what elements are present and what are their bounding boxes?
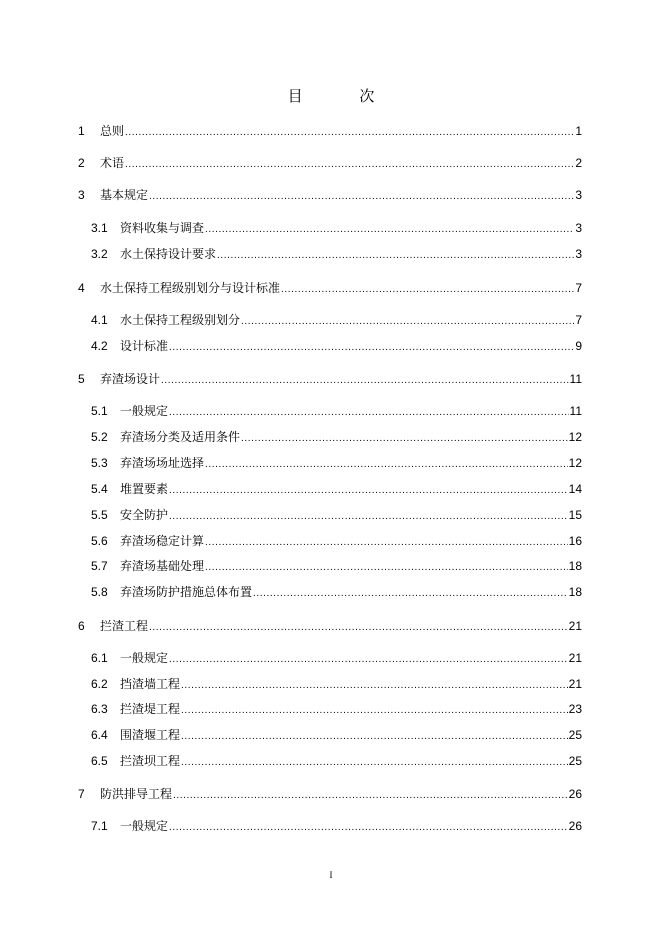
toc-entry-page: 18 [568, 559, 582, 573]
toc-entry-5-8[interactable] [0, 583, 662, 601]
toc-entry-5-2[interactable] [0, 428, 662, 446]
dot-leader [149, 619, 568, 637]
toc-entry-number: 7.1 [91, 819, 108, 833]
toc-entry-title: 基本规定 [100, 188, 149, 202]
toc-entry-title: 安全防护 [120, 508, 169, 522]
toc-entry-title: 一般规定 [120, 404, 169, 418]
toc-entry-4-1[interactable] [0, 311, 662, 329]
toc-entry-number: 6.1 [91, 651, 108, 665]
dot-leader [205, 456, 568, 474]
toc-entry-page: 25 [568, 754, 582, 768]
toc-entry-page: 9 [575, 339, 582, 353]
toc-entry-number: 1 [78, 124, 85, 138]
dot-leader [169, 404, 569, 422]
toc-entry-number: 5.8 [91, 585, 108, 599]
toc-entry-title: 弃渣场稳定计算 [120, 534, 205, 548]
toc-entry-page: 2 [575, 156, 582, 170]
toc-entry-3-2[interactable] [0, 245, 662, 263]
toc-entry-number: 5.7 [91, 559, 108, 573]
toc-entry-6-5[interactable] [0, 752, 662, 770]
toc-entry-title: 拦渣坝工程 [120, 754, 181, 768]
toc-entry-page: 11 [569, 372, 582, 386]
toc-entry-title: 水土保持设计要求 [120, 247, 217, 261]
toc-entry-number: 3.2 [91, 247, 108, 261]
toc-entry-number: 6 [78, 619, 85, 633]
dot-leader [169, 651, 568, 669]
toc-entry-page: 26 [568, 787, 582, 801]
toc-entry-3-1[interactable] [0, 219, 662, 237]
toc-entry-5[interactable] [0, 370, 662, 388]
dot-leader [161, 372, 569, 390]
toc-entry-number: 5.5 [91, 508, 108, 522]
toc-entry-5-6[interactable] [0, 532, 662, 550]
toc-entry-page: 18 [568, 585, 582, 599]
toc-entry-5-4[interactable] [0, 480, 662, 498]
toc-entry-page: 12 [568, 430, 582, 444]
toc-entry-2[interactable] [0, 154, 662, 172]
toc-entry-number: 5.3 [91, 456, 108, 470]
toc-entry-title: 堆置要素 [120, 482, 169, 496]
dot-leader [169, 482, 568, 500]
toc-entry-page: 7 [575, 281, 582, 295]
toc-entry-title: 拦渣工程 [100, 619, 149, 633]
dot-leader [181, 677, 568, 695]
dot-leader [173, 787, 568, 805]
toc-entry-title: 一般规定 [120, 651, 169, 665]
dot-leader [169, 339, 574, 357]
toc-entry-1[interactable] [0, 122, 662, 140]
dot-leader [125, 124, 574, 142]
dot-leader [205, 534, 568, 552]
toc-entry-6-4[interactable] [0, 726, 662, 744]
toc-entry-4[interactable] [0, 279, 662, 297]
toc-entry-title: 围渣堰工程 [120, 728, 181, 742]
toc-entry-page: 14 [568, 482, 582, 496]
toc-entry-page: 23 [568, 702, 582, 716]
toc-entry-page: 3 [575, 221, 582, 235]
toc-entry-page: 11 [569, 404, 582, 418]
toc-entry-5-3[interactable] [0, 454, 662, 472]
toc-entry-title: 弃渣场设计 [100, 372, 161, 386]
toc-entry-page: 3 [575, 188, 582, 202]
toc-entry-6-1[interactable] [0, 649, 662, 667]
toc-entry-title: 防洪排导工程 [100, 787, 173, 801]
toc-entry-title: 术语 [100, 156, 125, 170]
dot-leader [125, 156, 574, 174]
toc-entry-number: 5 [78, 372, 85, 386]
toc-entry-title: 总则 [100, 124, 125, 138]
toc-entry-title: 弃渣场防护措施总体布置 [120, 585, 253, 599]
toc-entry-number: 3.1 [91, 221, 108, 235]
toc-entry-page: 26 [568, 819, 582, 833]
toc-entry-5-1[interactable] [0, 402, 662, 420]
toc-entry-number: 5.6 [91, 534, 108, 548]
toc-entry-title: 设计标准 [120, 339, 169, 353]
toc-entry-title: 资料收集与调查 [120, 221, 205, 235]
toc-entry-title: 水土保持工程级别划分与设计标准 [100, 281, 281, 295]
toc-entry-number: 5.4 [91, 482, 108, 496]
toc-entry-title: 弃渣场分类及适用条件 [120, 430, 241, 444]
toc-entry-7-1[interactable] [0, 817, 662, 835]
toc-entry-number: 6.4 [91, 728, 108, 742]
toc-entry-5-7[interactable] [0, 557, 662, 575]
toc-entry-title: 弃渣场基础处理 [120, 559, 205, 573]
page-title: 目 次 [287, 87, 401, 105]
toc-entry-page: 25 [568, 728, 582, 742]
toc-entry-page: 15 [568, 508, 582, 522]
dot-leader [169, 819, 568, 837]
toc-entry-number: 6.2 [91, 677, 108, 691]
toc-entry-5-5[interactable] [0, 506, 662, 524]
toc-entry-title: 挡渣墙工程 [120, 677, 181, 691]
toc-entry-title: 水土保持工程级别划分 [120, 313, 241, 327]
toc-entry-page: 3 [575, 247, 582, 261]
toc-entry-title: 一般规定 [120, 819, 169, 833]
dot-leader [181, 728, 568, 746]
toc-entry-6-3[interactable] [0, 700, 662, 718]
toc-entry-page: 21 [568, 619, 582, 633]
toc-entry-number: 6.5 [91, 754, 108, 768]
toc-entry-title: 弃渣场场址选择 [120, 456, 205, 470]
toc-entry-number: 5.1 [91, 404, 108, 418]
page-number: I [329, 870, 333, 880]
dot-leader [205, 221, 574, 239]
toc-entry-title: 拦渣堤工程 [120, 702, 181, 716]
toc-entry-number: 2 [78, 156, 85, 170]
dot-leader [181, 702, 568, 720]
toc-entry-6[interactable] [0, 617, 662, 635]
toc-entry-number: 3 [78, 188, 85, 202]
toc-entry-number: 7 [78, 787, 85, 801]
dot-leader [241, 313, 574, 331]
dot-leader [281, 281, 574, 299]
dot-leader [241, 430, 568, 448]
toc-entry-number: 5.2 [91, 430, 108, 444]
toc-entry-page: 7 [575, 313, 582, 327]
dot-leader [253, 585, 568, 603]
toc-entry-number: 4 [78, 281, 85, 295]
toc-entry-number: 4.2 [91, 339, 108, 353]
toc-entry-7[interactable] [0, 785, 662, 803]
dot-leader [217, 247, 574, 265]
toc-entry-page: 1 [575, 124, 582, 138]
toc-entry-number: 4.1 [91, 313, 108, 327]
dot-leader [205, 559, 568, 577]
toc-entry-page: 21 [568, 651, 582, 665]
toc-entry-page: 16 [568, 534, 582, 548]
dot-leader [149, 188, 574, 206]
toc-entry-page: 12 [568, 456, 582, 470]
dot-leader [169, 508, 568, 526]
dot-leader [181, 754, 568, 772]
toc-entry-4-2[interactable] [0, 337, 662, 355]
toc-entry-3[interactable] [0, 186, 662, 204]
toc-entry-6-2[interactable] [0, 675, 662, 693]
toc-entry-number: 6.3 [91, 702, 108, 716]
toc-entry-page: 21 [568, 677, 582, 691]
